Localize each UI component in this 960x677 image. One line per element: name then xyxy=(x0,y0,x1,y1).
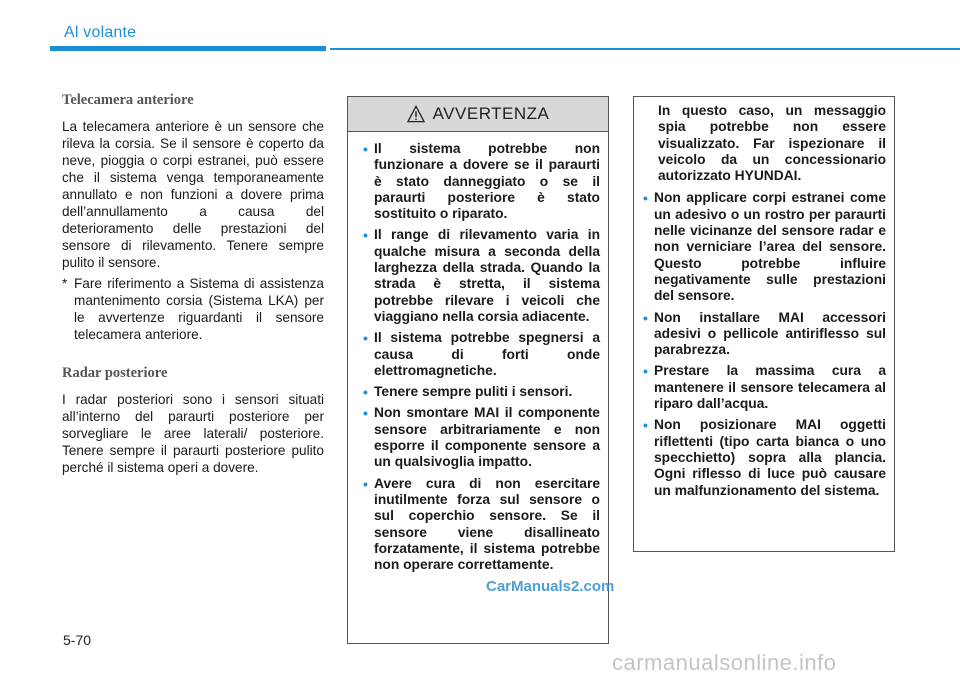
header-rule-thick xyxy=(50,46,326,51)
bullet-icon: • xyxy=(643,309,648,326)
watermark-site: carmanualsonline.info xyxy=(612,650,837,675)
continuation-text: In questo caso, un messaggio spia potrebbe non essere visualizzato. Far ispezionare il veicolo da un concessionario autorizzato HYUNDAI. xyxy=(658,103,886,184)
bullet-icon: • xyxy=(363,141,368,157)
bullet-icon: • xyxy=(643,190,648,207)
bullet-icon: • xyxy=(643,363,648,380)
warning-header xyxy=(348,97,608,132)
list-item: • Non installare MAI accessori adesivi o pellicole antiriflesso sul parabrezza. xyxy=(643,309,886,358)
header-rule-thin xyxy=(330,48,960,50)
bullet-icon: • xyxy=(363,384,368,401)
list-item: • Il range di rilevamento varia in qualche misura a seconda della larghezza della strada. Quando la strada è stretta, il sistema potrebbe rilevare i veicoli che viaggiano nella corsia adiacente. xyxy=(363,227,600,324)
list-item: • Tenere sempre puliti i sensori. xyxy=(363,384,573,401)
watermark-link: CarManuals2.com xyxy=(486,578,615,595)
warning-continuation-box xyxy=(633,96,895,552)
warning-triangle-icon xyxy=(407,105,425,123)
heading-rear-radar: Radar posteriore xyxy=(62,365,168,381)
left-column xyxy=(62,92,324,476)
warning-box xyxy=(347,96,609,644)
list-item: • Prestare la massima cura a mantenere il sensore telecamera al riparo dall’acqua. xyxy=(643,363,886,412)
bullet-icon: • xyxy=(363,330,368,347)
list-item: • Avere cura di non esercitare inutilmente forza sul sensore o sul coperchio sensore. Se il sensore viene disallineato forzatamente, il sistema potrebbe non operare correttamente. xyxy=(363,475,600,573)
list-item: • Non applicare corpi estranei come un adesivo o un rostro per paraurti nelle vicinanze del sensore radar e non verniciare l’area del sensore. Questo potrebbe influire negativamente sulle prestazioni del sensore. xyxy=(643,190,886,304)
note xyxy=(62,275,324,343)
bullet-icon: • xyxy=(363,405,368,422)
heading-front-camera: Telecamera anteriore xyxy=(62,92,194,108)
note-marker: * xyxy=(62,276,68,291)
warning-title: AVVERTENZA xyxy=(432,104,550,123)
list-item: • Non posizionare MAI oggetti riflettenti (tipo carta bianca o uno specchietto) sopra alla plancia. Ogni riflesso di luce può causare un malfunzionamento del sistema. xyxy=(643,417,886,498)
bullet-icon: • xyxy=(363,475,368,492)
bullet-icon: • xyxy=(643,417,648,434)
list-item: • Non smontare MAI il componente sensore arbitrariamente e non esporre il componente sensore a un qualsivoglia impatto. xyxy=(363,405,600,470)
paragraph-front-camera: La telecamera anteriore è un sensore che rileva la corsia. Se il sensore è coperto da neve, pioggia o corpi estranei, può essere che il sistema venga temporaneamente annullato e non funzioni a dovere prima dell’annullamento a causa del deterioramento delle prestazioni del sensore di rilevamento. Tenere sempre pulito il sensore. xyxy=(62,119,324,270)
bullet-icon: • xyxy=(363,227,368,244)
page-number: 5-70 xyxy=(63,632,92,648)
list-item: • Il sistema potrebbe spegnersi a causa di forti onde elettromagnetiche. xyxy=(363,330,600,378)
list-item: • Il sistema potrebbe non funzionare a dovere se il paraurti è stato danneggiato o se il paraurti posteriore è stato sostituito o riparato. xyxy=(363,141,600,222)
section-title: Al volante xyxy=(64,24,137,41)
continuation-list xyxy=(643,190,886,498)
note-text: Fare riferimento a Sistema di assistenza mantenimento corsia (Sistema LKA) per le avvertenze riguardanti il sensore telecamera anteriore. xyxy=(74,276,324,342)
warning-list xyxy=(348,132,608,573)
paragraph-rear-radar: I radar posteriori sono i sensori situati all’interno del paraurti posteriore per sorvegliare le aree laterali/ posteriore. Tenere sempre il paraurti posteriore pulito perché il sistema operi a dovere. xyxy=(62,392,324,475)
